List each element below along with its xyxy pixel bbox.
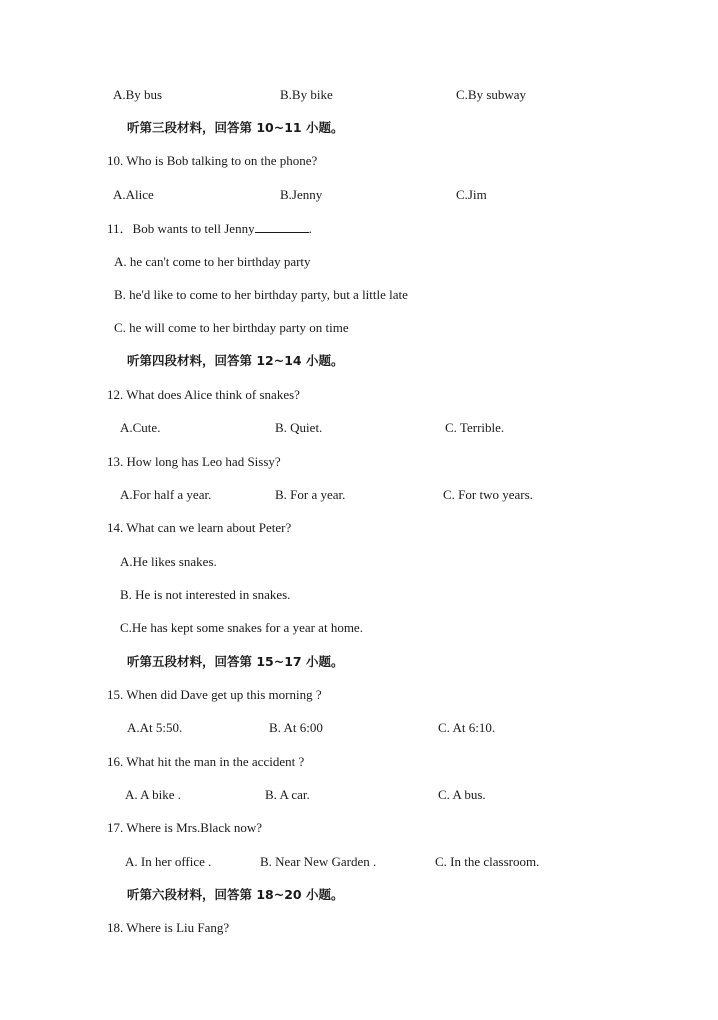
q15-stem: 15. When did Dave get up this morning ? bbox=[107, 687, 322, 702]
q11-stem-line bbox=[107, 220, 312, 237]
q16-stem: 16. What hit the man in the accident ? bbox=[107, 754, 305, 769]
q13-option-c: C. For two years. bbox=[443, 487, 533, 502]
q11-option-c: C. he will come to her birthday party on time bbox=[114, 320, 349, 335]
section-4-heading: 听第四段材料，回答第 12~14 小题。 bbox=[127, 353, 344, 368]
q18-stem: 18. Where is Liu Fang? bbox=[107, 920, 230, 935]
q13-stem: 13. How long has Leo had Sissy? bbox=[107, 454, 281, 469]
q13-option-a: A.For half a year. bbox=[120, 487, 212, 502]
q9-option-a: A.By bus bbox=[113, 87, 163, 102]
q17-stem: 17. Where is Mrs.Black now? bbox=[107, 820, 263, 835]
q15-option-b: B. At 6:00 bbox=[269, 720, 323, 735]
q13-option-b: B. For a year. bbox=[275, 487, 346, 502]
q14-option-c: C.He has kept some snakes for a year at home. bbox=[120, 620, 363, 635]
q17-option-a: A. In her office . bbox=[125, 854, 212, 869]
q12-option-c: C. Terrible. bbox=[445, 420, 505, 435]
q11-stem-end: . bbox=[308, 221, 312, 236]
q12-stem: 12. What does Alice think of snakes? bbox=[107, 387, 300, 402]
answer-blank bbox=[255, 220, 309, 233]
section-5-heading: 听第五段材料，回答第 15~17 小题。 bbox=[127, 654, 344, 669]
q15-option-a: A.At 5:50. bbox=[127, 720, 183, 735]
q15-option-c: C. At 6:10. bbox=[438, 720, 496, 735]
q17-option-b: B. Near New Garden . bbox=[260, 854, 377, 869]
q9-option-b: B.By bike bbox=[280, 87, 333, 102]
q11-option-b: B. he'd like to come to her birthday party, but a little late bbox=[114, 287, 408, 302]
q9-option-c: C.By subway bbox=[456, 87, 527, 102]
q17-option-c: C. In the classroom. bbox=[435, 854, 540, 869]
q10-option-b: B.Jenny bbox=[280, 187, 323, 202]
q12-option-a: A.Cute. bbox=[120, 420, 161, 435]
q16-option-c: C. A bus. bbox=[438, 787, 486, 802]
q11-stem: 11．Bob wants to tell Jenny bbox=[107, 221, 255, 236]
q12-option-b: B. Quiet. bbox=[275, 420, 323, 435]
q14-stem: 14. What can we learn about Peter? bbox=[107, 520, 292, 535]
q10-option-c: C.Jim bbox=[456, 187, 487, 202]
section-3-heading: 听第三段材料，回答第 10~11 小题。 bbox=[127, 120, 344, 135]
q14-option-b: B. He is not interested in snakes. bbox=[120, 587, 291, 602]
section-6-heading: 听第六段材料，回答第 18~20 小题。 bbox=[127, 887, 344, 902]
q16-option-a: A. A bike . bbox=[125, 787, 181, 802]
q14-option-a: A.He likes snakes. bbox=[120, 554, 217, 569]
q10-option-a: A.Alice bbox=[113, 187, 154, 202]
q10-stem: 10. Who is Bob talking to on the phone? bbox=[107, 153, 318, 168]
q16-option-b: B. A car. bbox=[265, 787, 310, 802]
q11-option-a: A. he can't come to her birthday party bbox=[114, 254, 311, 269]
